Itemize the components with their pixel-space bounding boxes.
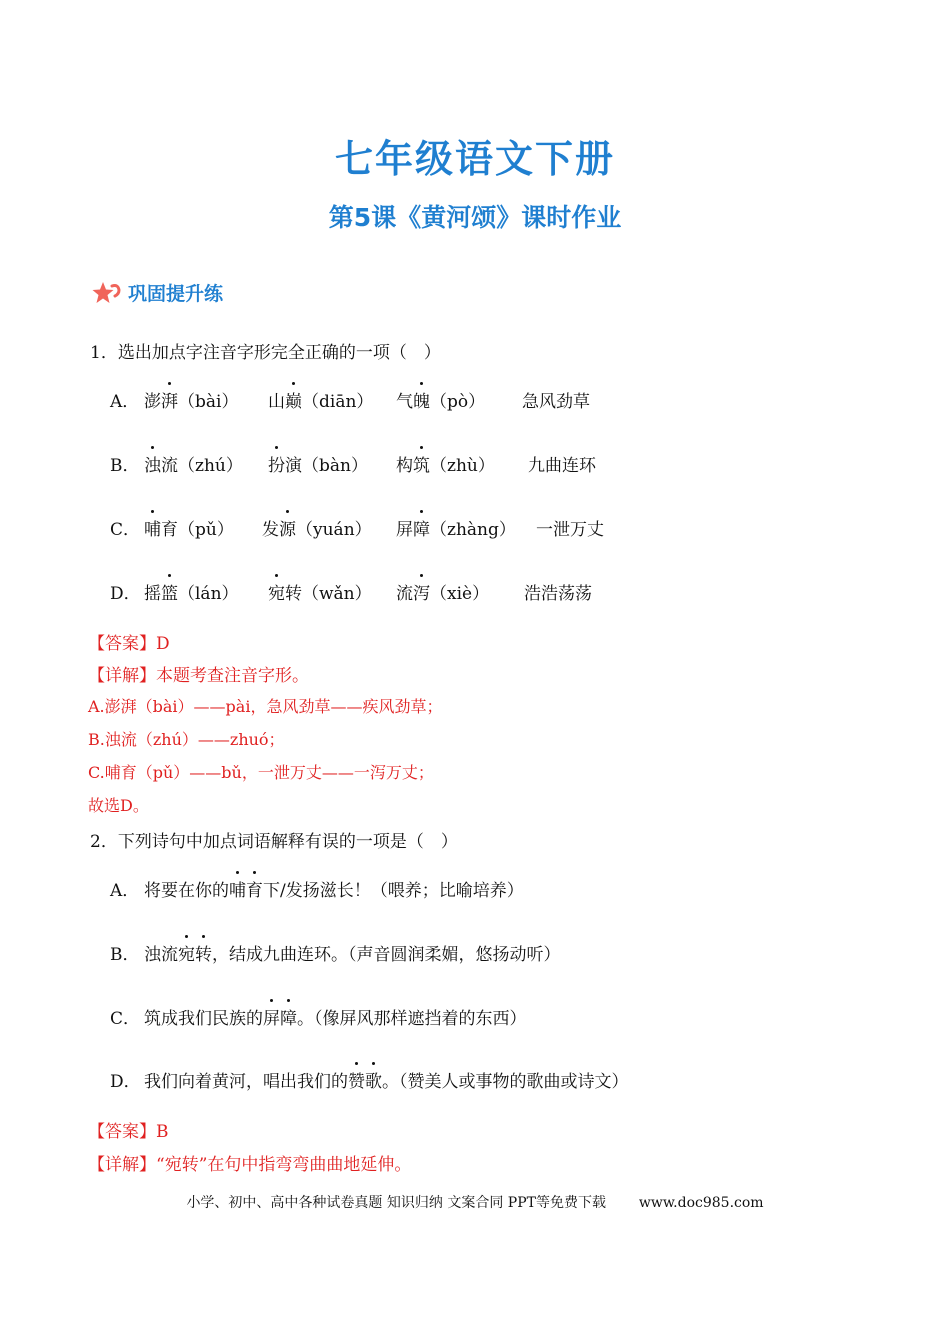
q1-option-d: D． 摇篮（lán） 宛转（wǎn） 流泻（xiè） 浩浩荡荡 (110, 579, 592, 604)
q2-option-a: A． 将要在你的哺育下/发扬滋长！（喂养；比喻培养） (110, 876, 524, 901)
option-key: D． (110, 584, 141, 604)
q2-detail: 【详解】“宛转”在句中指弯弯曲曲地延伸。 (88, 1155, 412, 1175)
q1-note: C.哺育（pǔ）——bǔ，一泄万丈——一泻万丈； (88, 763, 434, 782)
q1-note: A.澎湃（bài）——pài，急风劲草——疾风劲草； (88, 697, 443, 716)
q2-stem: 2．下列诗句中加点词语解释有误的一项是（ ） (90, 832, 458, 852)
option-key: B． (110, 456, 140, 476)
star-icon (92, 281, 122, 305)
q1-detail: 【详解】本题考查注音字形。 (88, 666, 309, 686)
footer (0, 1192, 950, 1212)
q1-option-a: A． 澎湃（bài） 山巅（diān） 气魄（pò） 急风劲草 (110, 387, 590, 412)
option-key: D． (110, 1072, 141, 1092)
q2-option-b: B． 浊流宛转，结成九曲连环。（声音圆润柔媚，悠扬动听） (110, 940, 561, 965)
option-key: A． (110, 392, 140, 412)
q1-option-b: B． 浊流（zhú） 扮演（bàn） 构筑（zhù） 九曲连环 (110, 451, 596, 476)
option-key: C． (110, 1009, 141, 1029)
section-header (92, 279, 223, 306)
q2-option-c: C． 筑成我们民族的屏障。（像屏风那样遮挡着的东西） (110, 1004, 527, 1029)
option-key: A． (110, 881, 140, 901)
q1-note: B.浊流（zhú）——zhuó； (88, 730, 285, 749)
footer-text: 小学、初中、高中各种试卷真题 知识归纳 文案合同 PPT等免费下载 (186, 1195, 606, 1211)
footer-site-link[interactable]: www.doc985.com (638, 1195, 764, 1211)
page-subtitle: 第5课《黄河颂》课时作业 (328, 203, 622, 232)
page-title: 七年级语文下册 (334, 137, 615, 181)
q1-option-c: C． 哺育（pǔ） 发源（yuán） 屏障（zhàng） 一泄万丈 (110, 515, 604, 540)
q1-answer: 【答案】D (88, 634, 170, 654)
q1-note: 故选D。 (88, 796, 149, 815)
q1-stem: 1．选出加点字注音字形完全正确的一项（ ） (90, 343, 441, 363)
option-key: B． (110, 945, 140, 965)
section-label: 巩固提升练 (128, 283, 224, 305)
q2-answer: 【答案】B (88, 1122, 169, 1142)
q2-option-d: D． 我们向着黄河，唱出我们的赞歌。（赞美人或事物的歌曲或诗文） (110, 1067, 629, 1092)
option-key: C． (110, 520, 141, 540)
